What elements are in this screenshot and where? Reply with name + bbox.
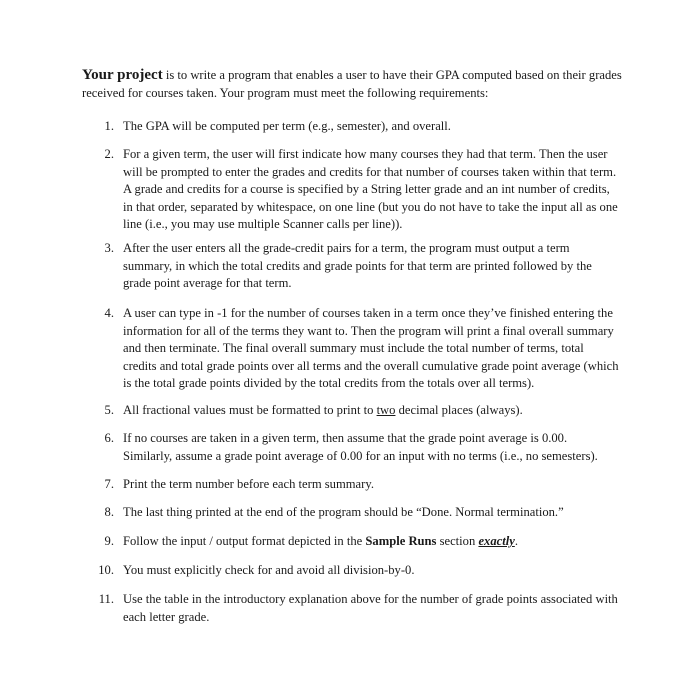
item-text-post: decimal places (always).	[395, 403, 523, 417]
item-number: 10.	[98, 563, 114, 577]
item-text-pre: All fractional values must be formatted to print to	[123, 403, 377, 417]
item-number: 1.	[104, 119, 114, 133]
item-text: You must explicitly check for and avoid all division-by-0.	[123, 563, 415, 577]
item-text: The last thing printed at the end of the program should be “Done. Normal termination.”	[123, 505, 564, 519]
item-number: 4.	[104, 306, 114, 320]
item-text: The GPA will be computed per term (e.g., semester), and overall.	[123, 119, 451, 133]
item-number: 7.	[104, 477, 114, 491]
item-number: 3.	[104, 241, 114, 255]
sample-runs-bold: Sample Runs	[365, 534, 437, 548]
intro-lead: Your project	[82, 67, 163, 83]
item-number: 9.	[104, 534, 114, 548]
item-number: 2.	[104, 147, 114, 161]
item-text	[123, 402, 619, 420]
item-text: A user can type in -1 for the number of courses taken in a term once they’ve finished entering the information for all of the terms they want to. Then the program will print a final overall summary and then terminate. The final overall summary must include the total number of terms, total credits and total grade points over all terms and the overall cumulative grade point average (which is the total grade points divided by the total credits from the totals over all terms).	[123, 306, 619, 391]
item-text-pre: Follow the input / output format depicted in the	[123, 534, 366, 548]
emphasis-two: two	[376, 403, 396, 417]
item-number: 6.	[104, 431, 114, 445]
item-number: 11.	[98, 592, 114, 606]
item-number: 8.	[104, 505, 114, 519]
item-text: Use the table in the introductory explanation above for the number of grade points associated with each letter grade.	[123, 592, 618, 624]
item-text-mid: section	[436, 534, 479, 548]
item-text-post: .	[514, 534, 518, 548]
intro-text: is to write a program that enables a user to have their GPA computed based on their grades received for courses taken. Your program must meet the following requirements:	[82, 68, 622, 100]
item-text: After the user enters all the grade-credit pairs for a term, the program must output a term summary, in which the total credits and grade points for that term are printed followed by the grade point average for that term.	[123, 241, 592, 291]
emphasis-exactly: exactly	[478, 534, 515, 548]
document-page	[82, 66, 622, 102]
item-text	[123, 533, 619, 551]
item-number: 5.	[104, 403, 114, 417]
intro-paragraph	[82, 66, 622, 102]
item-text: Print the term number before each term summary.	[123, 477, 374, 491]
item-text: If no courses are taken in a given term, then assume that the grade point average is 0.00. Similarly, assume a grade point average of 0.00 for an input with no terms (i.e., no semesters).	[123, 431, 598, 463]
item-text: For a given term, the user will first indicate how many courses they had that term. Then the user will be prompted to enter the grades and credits for that number of courses taken within that term. A grade and credits for a course is specified by a String letter grade and an int number of credits, in that order, separated by whitespace, on one line (but you do not have to take the input all as one line (i.e., you may use multiple Scanner calls per line)).	[123, 147, 618, 232]
